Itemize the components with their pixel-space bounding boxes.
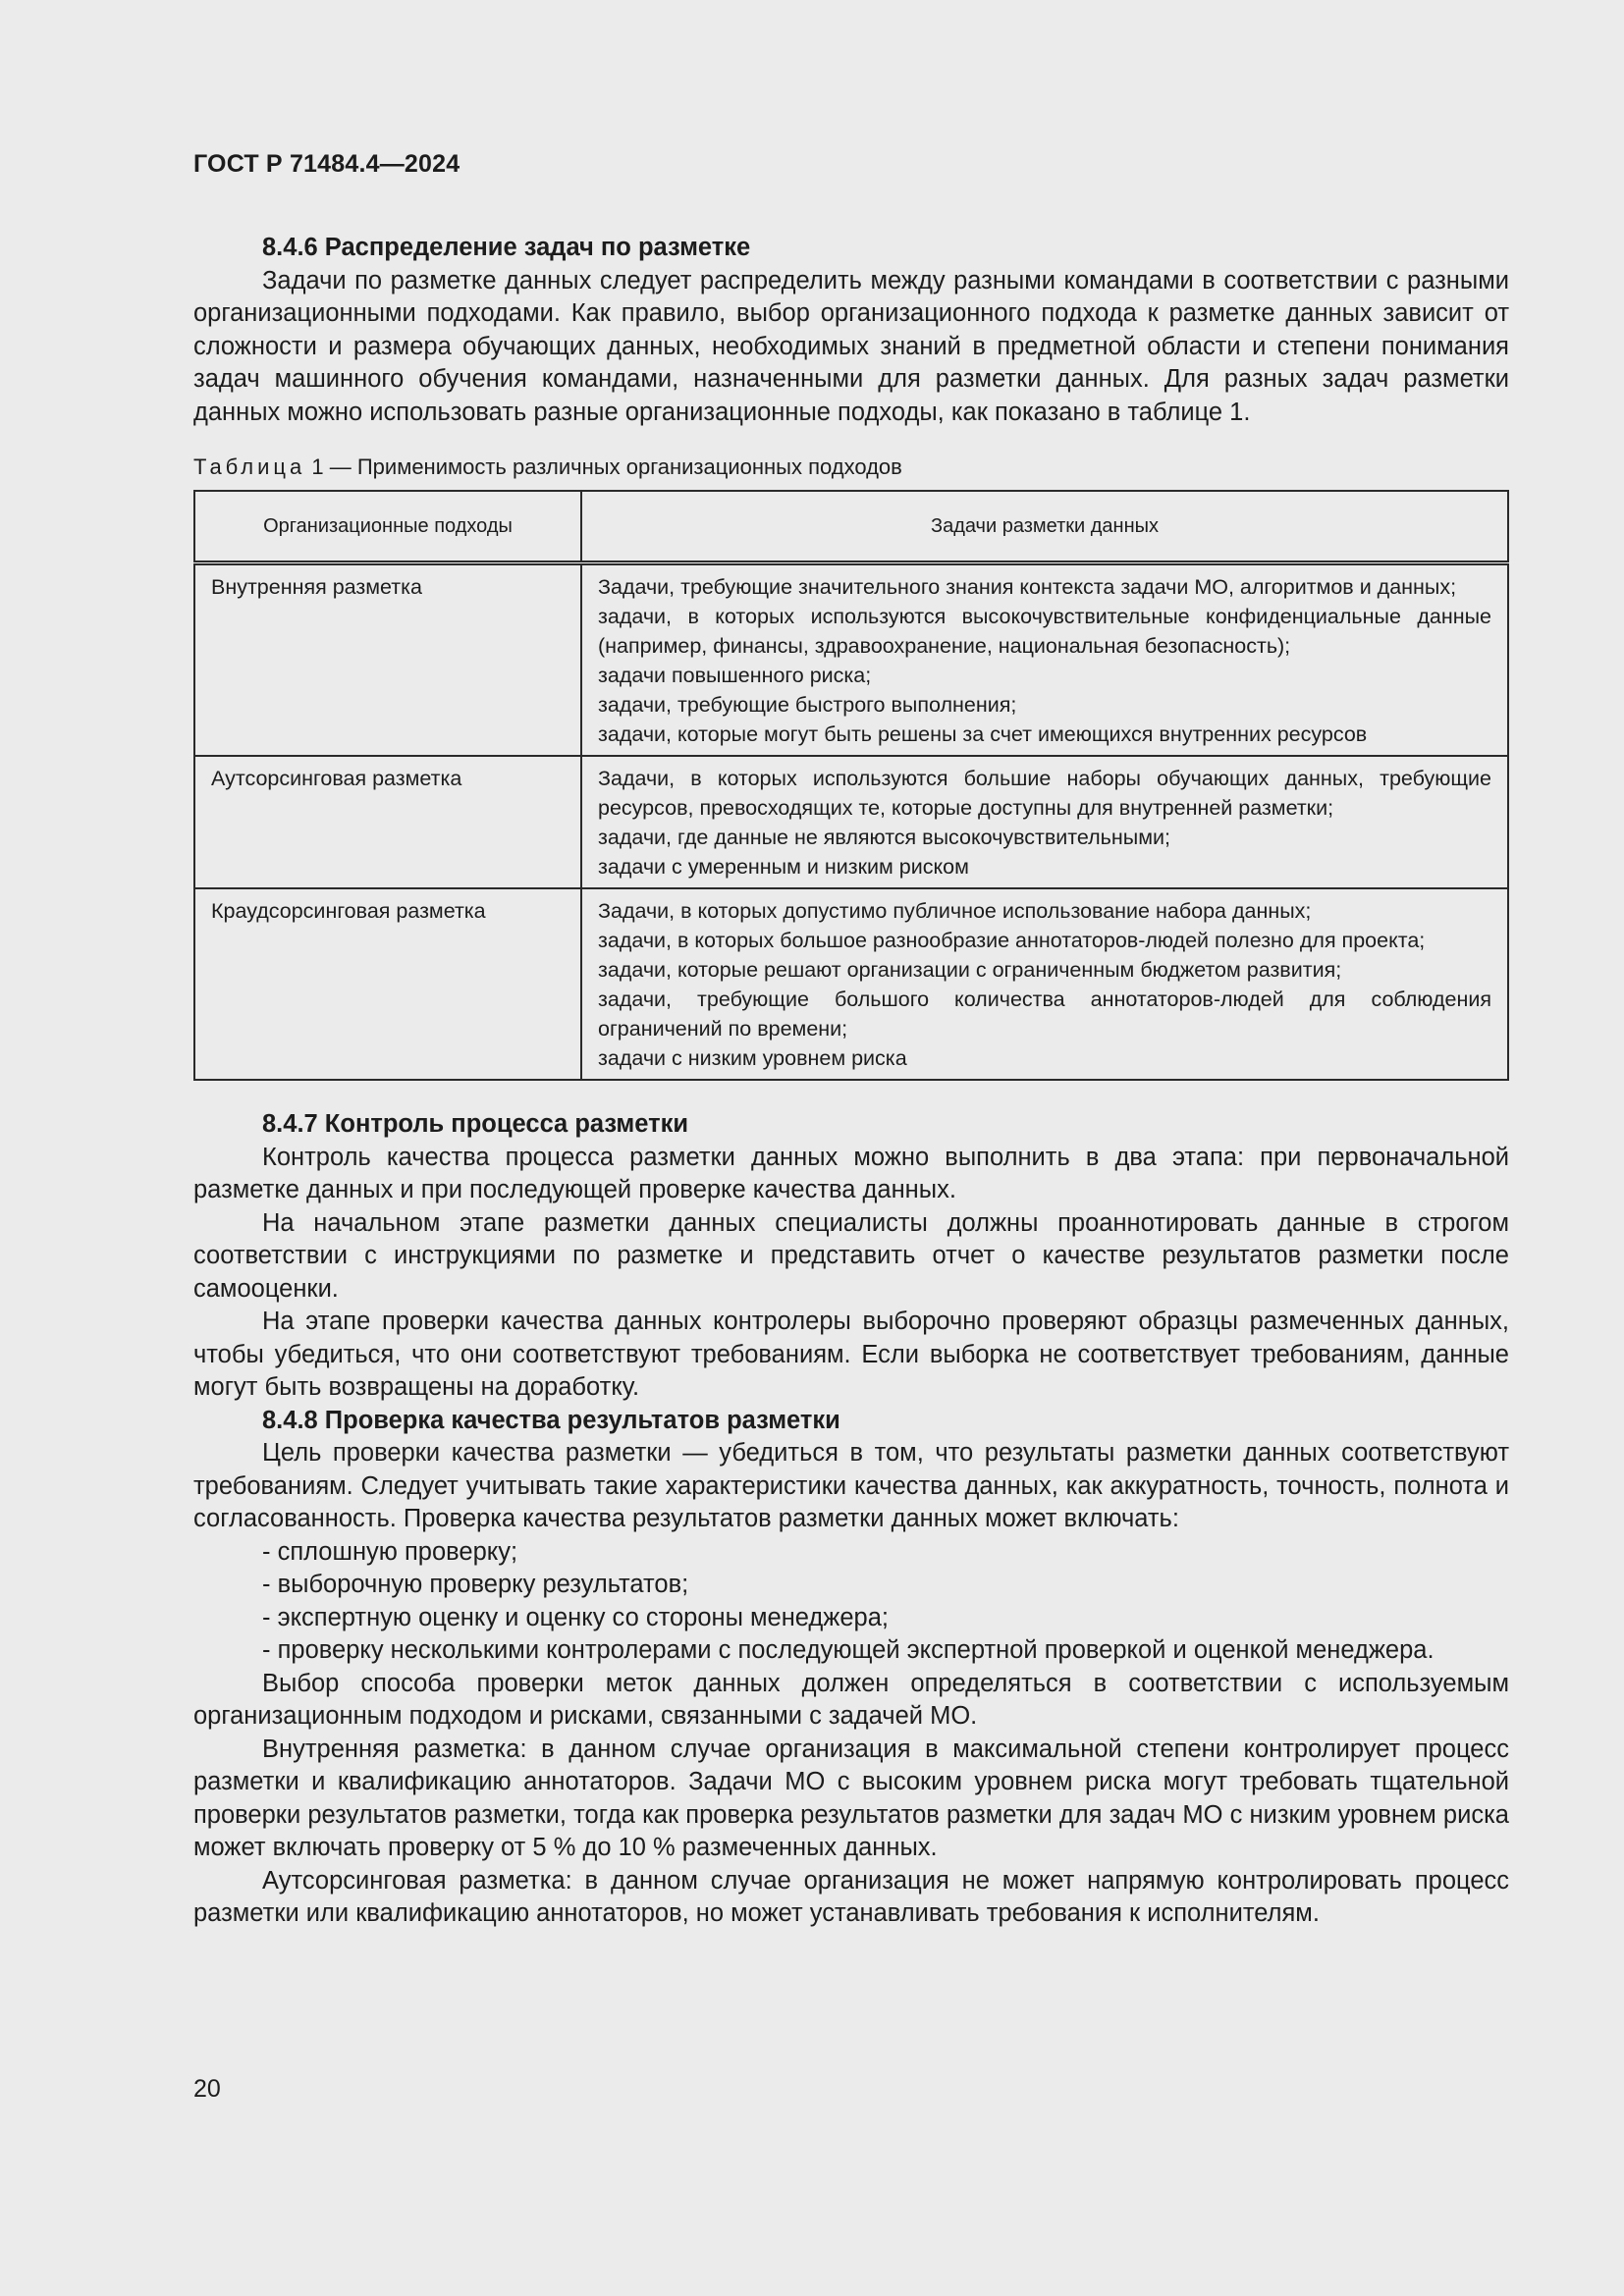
section-paragraph: Аутсорсинговая разметка: в данном случае организация не может напрямую контролировать процесс разметки или квалификацию аннотаторов, но может устанавливать требования к исполнителям. <box>193 1866 1509 1927</box>
task-line: задачи, требующие большого количества аннотаторов-людей для соблюдения ограничений по времени; <box>598 988 1491 1041</box>
section-paragraph: Выбор способа проверки меток данных должен определяться в соответствии с используемым организационным подходом и рисками, связанными с задачей МО. <box>193 1669 1509 1730</box>
table-row <box>194 756 1508 888</box>
section-paragraph: Внутренняя разметка: в данном случае организация в максимальной степени контролирует процесс разметки и квалификацию аннотаторов. Задачи МО с высоким уровнем риска могут требовать тщательной проверки результатов разметки, тогда как проверка результатов разметки для задач МО с низким уровнем риска может включать проверку от 5 % до 10 % размеченных данных. <box>193 1735 1509 1861</box>
table-caption <box>193 453 1509 482</box>
tasks-cell <box>581 756 1508 888</box>
section-paragraph: Цель проверки качества разметки — убедиться в том, что результаты разметки данных соответствуют требованиям. Следует учитывать такие характеристики качества данных, как аккуратность, точность, полнота и согласованность. Проверка качества результатов разметки данных может включать: <box>193 1439 1509 1532</box>
section-paragraph: На начальном этапе разметки данных специалисты должны проаннотировать данные в строгом соответствии с инструкциями по разметке и представить отчет о качестве результатов разметки после самооценки. <box>193 1208 1509 1303</box>
table-header-row <box>194 491 1508 563</box>
tasks-cell <box>581 563 1508 757</box>
column-header-approaches-label: Организационные подходы <box>263 515 513 537</box>
task-line: задачи, которые решают организации с ограниченным бюджетом развития; <box>598 958 1342 982</box>
section-paragraph: Задачи по разметке данных следует распределить между разными командами в соответствии с разными организационными подходами. Как правило, выбор организационного подхода к разметке данных зависит от сложности и размера обучающих данных, необходимых знаний в предметной области и степени понимания задач машинного обучения командами, назначенными для разметки данных. Для разных задач разметки данных можно использовать разные организационные подходы, как показано в таблице 1. <box>193 266 1509 426</box>
section-title-8-4-6: 8.4.6 Распределение задач по разметке <box>262 234 751 261</box>
table-caption-label: Таблица <box>193 454 306 479</box>
task-line: задачи с умеренным и низким риском <box>598 855 969 879</box>
approach-cell: Аутсорсинговая разметка <box>194 756 581 888</box>
check-methods-list <box>193 1536 1509 1668</box>
column-header-tasks-label: Задачи разметки данных <box>930 515 1159 537</box>
task-line: Задачи, в которых допустимо публичное использование набора данных; <box>598 899 1312 923</box>
task-line: задачи, где данные не являются высокочувствительными; <box>598 826 1170 849</box>
table-caption-text: 1 — Применимость различных организационных подходов <box>311 454 902 479</box>
page-number: 20 <box>193 2075 221 2103</box>
section-8-4-6 <box>193 232 1509 429</box>
document-page <box>193 147 1509 1931</box>
task-line: задачи, которые могут быть решены за счет имеющихся внутренних ресурсов <box>598 722 1368 746</box>
task-line: задачи, в которых большое разнообразие аннотаторов-людей полезно для проекта; <box>598 929 1426 952</box>
section-title-8-4-7: 8.4.7 Контроль процесса разметки <box>262 1110 689 1138</box>
table-row <box>194 563 1508 757</box>
section-title-8-4-8: 8.4.8 Проверка качества результатов разметки <box>262 1406 840 1434</box>
column-header-approaches <box>194 491 581 563</box>
task-line: задачи с низким уровнем риска <box>598 1046 907 1070</box>
section-8-4-8 <box>193 1405 1509 1931</box>
task-line: задачи, требующие быстрого выполнения; <box>598 693 1017 717</box>
task-line: Задачи, в которых используются большие наборы обучающих данных, требующие ресурсов, превосходящих те, которые доступны для внутренней разметки; <box>598 767 1491 820</box>
approach-cell: Краудсорсинговая разметка <box>194 888 581 1080</box>
table-row <box>194 888 1508 1080</box>
section-8-4-7 <box>193 1108 1509 1405</box>
tasks-cell <box>581 888 1508 1080</box>
section-paragraph: Контроль качества процесса разметки данных можно выполнить в два этапа: при первоначальной разметке данных и при последующей проверке качества данных. <box>193 1143 1509 1203</box>
task-line: Задачи, требующие значительного знания контекста задачи МО, алгоритмов и данных; <box>598 575 1457 599</box>
standard-id-header: ГОСТ Р 71484.4—2024 <box>193 150 460 178</box>
task-line: задачи, в которых используются высокочувствительные конфиденциальные данные (например, финансы, здравоохранение, национальная безопасность); <box>598 605 1491 658</box>
list-item: - экспертную оценку и оценку со стороны менеджера; <box>262 1603 889 1631</box>
list-item: - выборочную проверку результатов; <box>262 1571 689 1598</box>
column-header-tasks <box>581 491 1508 563</box>
list-item: - проверку несколькими контролерами с последующей экспертной проверкой и оценкой менеджера. <box>262 1636 1435 1664</box>
section-paragraph: На этапе проверки качества данных контролеры выборочно проверяют образцы размеченных данных, чтобы убедиться, что они соответствуют требованиям. Если выборка не соответствует требованиям, данные могут быть возвращены на доработку. <box>193 1308 1509 1401</box>
approach-cell: Внутренняя разметка <box>194 563 581 757</box>
approaches-table <box>193 490 1509 1081</box>
list-item: - сплошную проверку; <box>262 1537 518 1566</box>
task-line: задачи повышенного риска; <box>598 664 872 687</box>
